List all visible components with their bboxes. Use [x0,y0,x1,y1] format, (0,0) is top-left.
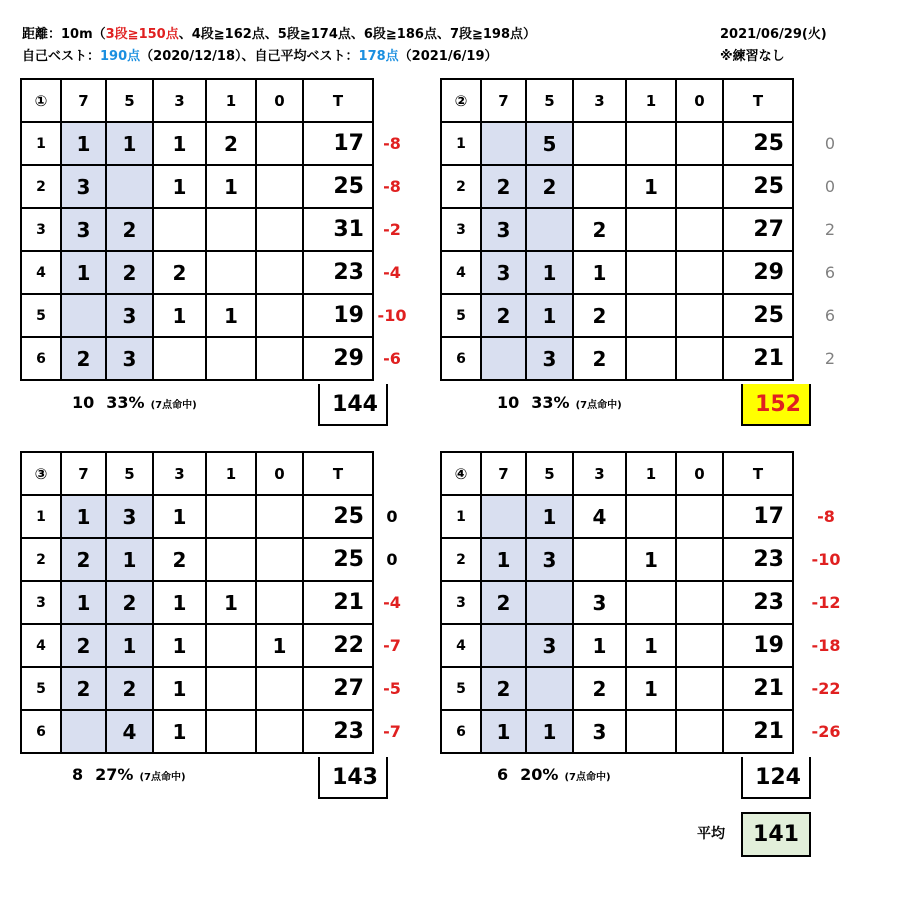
count-cell-7: 3 [481,251,526,294]
count-cell-7: 1 [61,122,106,165]
count-cell-3: 3 [573,710,626,753]
best-prefix: 自己ベスト： [22,49,101,64]
count-cell-1 [626,710,676,753]
count-cell-5: 3 [106,337,153,380]
diff-column-2 [805,122,855,380]
count-cell-5: 1 [106,538,153,581]
count-cell-0: 1 [256,624,303,667]
table-row [21,294,373,337]
table-row [441,581,793,624]
count-cell-0 [676,337,723,380]
count-cell-0 [676,251,723,294]
hit-count: 10 [72,393,95,412]
count-cell-1 [206,337,256,380]
count-cell-5: 1 [106,122,153,165]
count-cell-5: 1 [526,251,573,294]
count-cell-0 [256,667,303,710]
average-label: 平均 [697,826,725,842]
end-total: 29 [303,337,373,380]
count-cell-3: 3 [573,581,626,624]
end-number: 1 [21,495,61,538]
hit-summary [497,765,611,784]
table-row [441,624,793,667]
table-row [441,667,793,710]
count-cell-0 [676,208,723,251]
end-number: 5 [441,667,481,710]
table-row [441,294,793,337]
diff-value: 0 [824,177,836,196]
end-total: 17 [303,122,373,165]
end-number: 2 [21,538,61,581]
end-total: 23 [303,710,373,753]
end-number: 4 [441,251,481,294]
diff-value: -8 [383,177,401,196]
count-cell-7: 2 [61,624,106,667]
column-header-3: 3 [153,79,206,122]
count-cell-1 [206,710,256,753]
count-cell-5: 1 [106,624,153,667]
count-cell-7: 3 [61,208,106,251]
diff-value: -12 [811,593,841,612]
count-cell-0 [676,710,723,753]
count-cell-7 [481,624,526,667]
end-number: 5 [21,294,61,337]
diff-value: -6 [383,349,401,368]
hit-summary [72,765,186,784]
count-cell-5: 3 [526,538,573,581]
column-header-7: 7 [481,79,526,122]
count-cell-7: 2 [481,165,526,208]
count-cell-0 [256,122,303,165]
hit-note: (7点命中) [564,772,611,783]
round-total: 144 [318,384,388,426]
table-row [21,495,373,538]
count-cell-3 [153,337,206,380]
hit-percent: 33% [531,393,570,412]
count-cell-0 [676,165,723,208]
diff-value: -4 [383,593,401,612]
end-total: 25 [723,122,793,165]
end-number: 6 [441,337,481,380]
count-cell-5: 4 [106,710,153,753]
table-row [21,337,373,380]
end-total: 21 [723,710,793,753]
table-row [441,710,793,753]
end-total: 21 [723,667,793,710]
count-cell-1: 1 [206,294,256,337]
count-cell-3: 2 [153,538,206,581]
count-cell-1 [626,495,676,538]
count-cell-3 [573,165,626,208]
count-cell-0 [256,251,303,294]
diff-value: -4 [383,263,401,282]
column-header-1: 1 [626,452,676,495]
count-cell-1 [626,337,676,380]
end-number: 6 [21,710,61,753]
end-number: 6 [441,710,481,753]
score-table-4 [440,451,794,754]
count-cell-0 [256,208,303,251]
column-header-1: 1 [626,79,676,122]
count-cell-5 [526,667,573,710]
diff-column-1 [367,122,417,380]
count-cell-1 [626,251,676,294]
table-row [441,208,793,251]
end-number: 1 [441,495,481,538]
column-header-5: 5 [526,79,573,122]
diff-value: 0 [386,507,398,526]
distance-line [22,26,536,44]
diff-value: -7 [383,722,401,741]
count-cell-7: 1 [481,538,526,581]
count-cell-1 [206,667,256,710]
diff-value: 0 [824,134,836,153]
count-cell-1 [626,581,676,624]
diff-column-3 [367,495,417,753]
count-cell-1: 1 [206,581,256,624]
count-cell-0 [256,165,303,208]
table-row [21,122,373,165]
count-cell-5: 5 [526,122,573,165]
count-cell-0 [256,710,303,753]
count-cell-5: 2 [106,251,153,294]
count-cell-5: 2 [106,667,153,710]
count-cell-0 [676,667,723,710]
count-cell-3: 2 [573,337,626,380]
rank-3: 3段≧150点 [105,27,179,42]
column-header-3: 3 [573,79,626,122]
table-row [21,165,373,208]
diff-value: -10 [377,306,407,325]
table-row [441,165,793,208]
count-cell-5: 1 [526,294,573,337]
column-header-1: 1 [206,452,256,495]
count-cell-1: 1 [626,538,676,581]
count-cell-7: 1 [61,495,106,538]
count-cell-5: 1 [526,710,573,753]
count-cell-7: 2 [61,667,106,710]
count-cell-3: 1 [153,165,206,208]
end-number: 2 [441,538,481,581]
count-cell-7: 1 [61,581,106,624]
table-row [21,581,373,624]
column-header-t: T [723,79,793,122]
hit-percent: 20% [520,765,559,784]
diff-value: 0 [386,550,398,569]
count-cell-1 [206,538,256,581]
end-number: 2 [21,165,61,208]
average-value: 141 [741,812,811,857]
count-cell-3: 1 [573,624,626,667]
count-cell-0 [256,495,303,538]
hit-count: 10 [497,393,520,412]
count-cell-5 [526,581,573,624]
round-label: ① [21,79,61,122]
end-total: 31 [303,208,373,251]
count-cell-0 [256,294,303,337]
count-cell-3: 2 [573,294,626,337]
diff-value: -26 [811,722,841,741]
count-cell-3: 1 [153,122,206,165]
column-header-3: 3 [573,452,626,495]
end-number: 1 [441,122,481,165]
column-header-t: T [303,79,373,122]
count-cell-7: 3 [61,165,106,208]
column-header-t: T [303,452,373,495]
column-header-7: 7 [61,452,106,495]
end-total: 25 [303,165,373,208]
end-number: 6 [21,337,61,380]
hit-note: (7点命中) [575,400,622,411]
round-total: 124 [741,757,811,799]
table-row [21,208,373,251]
count-cell-7: 2 [61,538,106,581]
table-row [441,251,793,294]
end-total: 25 [303,495,373,538]
end-total: 21 [303,581,373,624]
count-cell-1: 1 [206,165,256,208]
count-cell-3 [153,208,206,251]
count-cell-5: 2 [526,165,573,208]
end-number: 3 [21,208,61,251]
count-cell-5: 3 [106,294,153,337]
count-cell-3: 1 [573,251,626,294]
end-total: 25 [723,294,793,337]
diff-column-4 [801,495,851,753]
count-cell-7 [481,495,526,538]
table-row [441,337,793,380]
avg-best-date: （2021/6/19） [398,49,498,64]
count-cell-1 [626,208,676,251]
best-value: 190点 [100,49,141,64]
end-total: 23 [723,581,793,624]
count-cell-0 [676,581,723,624]
diff-value: -22 [811,679,841,698]
column-header-0: 0 [256,452,303,495]
round-label: ③ [21,452,61,495]
count-cell-7: 2 [61,337,106,380]
diff-value: -5 [383,679,401,698]
column-header-0: 0 [676,452,723,495]
count-cell-1: 2 [206,122,256,165]
end-total: 19 [303,294,373,337]
count-cell-1: 1 [626,667,676,710]
column-header-7: 7 [61,79,106,122]
hit-summary [72,393,197,412]
diff-value: 2 [824,220,836,239]
table-row [21,624,373,667]
count-cell-1 [206,624,256,667]
count-cell-1 [206,251,256,294]
count-cell-5: 3 [526,624,573,667]
count-cell-7: 2 [481,294,526,337]
diff-value: 6 [824,306,836,325]
diff-value: -7 [383,636,401,655]
count-cell-0 [676,538,723,581]
end-total: 22 [303,624,373,667]
count-cell-7: 2 [481,667,526,710]
end-number: 4 [441,624,481,667]
count-cell-3: 2 [573,208,626,251]
count-cell-1 [206,208,256,251]
count-cell-3: 2 [153,251,206,294]
count-cell-3: 1 [153,624,206,667]
count-cell-5: 3 [106,495,153,538]
diff-value: -8 [817,507,835,526]
count-cell-3 [573,538,626,581]
end-total: 25 [723,165,793,208]
column-header-1: 1 [206,79,256,122]
table-row [441,538,793,581]
end-total: 19 [723,624,793,667]
score-table-3 [20,451,374,754]
column-header-3: 3 [153,452,206,495]
end-number: 3 [21,581,61,624]
count-cell-0 [256,337,303,380]
count-cell-5: 2 [106,581,153,624]
round-label: ② [441,79,481,122]
count-cell-3: 4 [573,495,626,538]
end-total: 27 [723,208,793,251]
table-row [21,251,373,294]
end-total: 25 [303,538,373,581]
hit-count: 8 [72,765,84,784]
end-number: 1 [21,122,61,165]
hit-note: (7点命中) [139,772,186,783]
round-total: 152 [741,384,811,426]
count-cell-1 [626,294,676,337]
count-cell-5: 1 [526,495,573,538]
table-row [21,667,373,710]
count-cell-1 [626,122,676,165]
rank-rest: 、4段≧162点、5段≧174点、6段≧186点、7段≧198点） [178,27,537,42]
count-cell-7: 2 [481,581,526,624]
best-line [22,48,498,66]
column-header-0: 0 [256,79,303,122]
end-total: 23 [303,251,373,294]
diff-value: -10 [811,550,841,569]
count-cell-0 [256,538,303,581]
end-number: 2 [441,165,481,208]
count-cell-5: 3 [526,337,573,380]
end-number: 5 [441,294,481,337]
diff-value: 6 [824,263,836,282]
count-cell-0 [256,581,303,624]
end-number: 3 [441,208,481,251]
count-cell-7: 1 [61,251,106,294]
count-cell-5: 2 [106,208,153,251]
end-total: 27 [303,667,373,710]
end-number: 4 [21,624,61,667]
count-cell-1 [206,495,256,538]
count-cell-0 [676,624,723,667]
round-label: ④ [441,452,481,495]
count-cell-3: 1 [153,581,206,624]
round-total: 143 [318,757,388,799]
note: ※練習なし [720,49,785,64]
end-total: 21 [723,337,793,380]
table-row [21,538,373,581]
count-cell-1: 1 [626,624,676,667]
hit-percent: 33% [106,393,145,412]
hit-summary [497,393,622,412]
best-middle: （2020/12/18）、自己平均ベスト： [140,49,359,64]
column-header-t: T [723,452,793,495]
date: 2021/06/29(火) [720,27,827,42]
count-cell-7 [61,710,106,753]
hit-percent: 27% [95,765,134,784]
hit-note: (7点命中) [150,400,197,411]
distance-prefix: 距離：10m（ [22,27,106,42]
diff-value: -8 [383,134,401,153]
count-cell-7 [481,122,526,165]
count-cell-3: 1 [153,495,206,538]
end-total: 17 [723,495,793,538]
diff-value: 2 [824,349,836,368]
end-number: 3 [441,581,481,624]
table-row [21,710,373,753]
count-cell-3: 1 [153,710,206,753]
count-cell-7: 1 [481,710,526,753]
diff-value: -18 [811,636,841,655]
count-cell-3: 1 [153,667,206,710]
hit-count: 6 [497,765,509,784]
count-cell-7: 3 [481,208,526,251]
table-row [441,122,793,165]
end-number: 4 [21,251,61,294]
count-cell-3 [573,122,626,165]
column-header-5: 5 [106,79,153,122]
count-cell-3: 1 [153,294,206,337]
end-total: 23 [723,538,793,581]
column-header-5: 5 [106,452,153,495]
score-table-1 [20,78,374,381]
count-cell-3: 2 [573,667,626,710]
count-cell-5 [106,165,153,208]
avg-best-value: 178点 [358,49,399,64]
column-header-5: 5 [526,452,573,495]
count-cell-7 [61,294,106,337]
count-cell-1: 1 [626,165,676,208]
end-total: 29 [723,251,793,294]
column-header-7: 7 [481,452,526,495]
end-number: 5 [21,667,61,710]
column-header-0: 0 [676,79,723,122]
count-cell-0 [676,495,723,538]
count-cell-0 [676,294,723,337]
count-cell-7 [481,337,526,380]
score-table-2 [440,78,794,381]
count-cell-5 [526,208,573,251]
diff-value: -2 [383,220,401,239]
table-row [441,495,793,538]
count-cell-0 [676,122,723,165]
